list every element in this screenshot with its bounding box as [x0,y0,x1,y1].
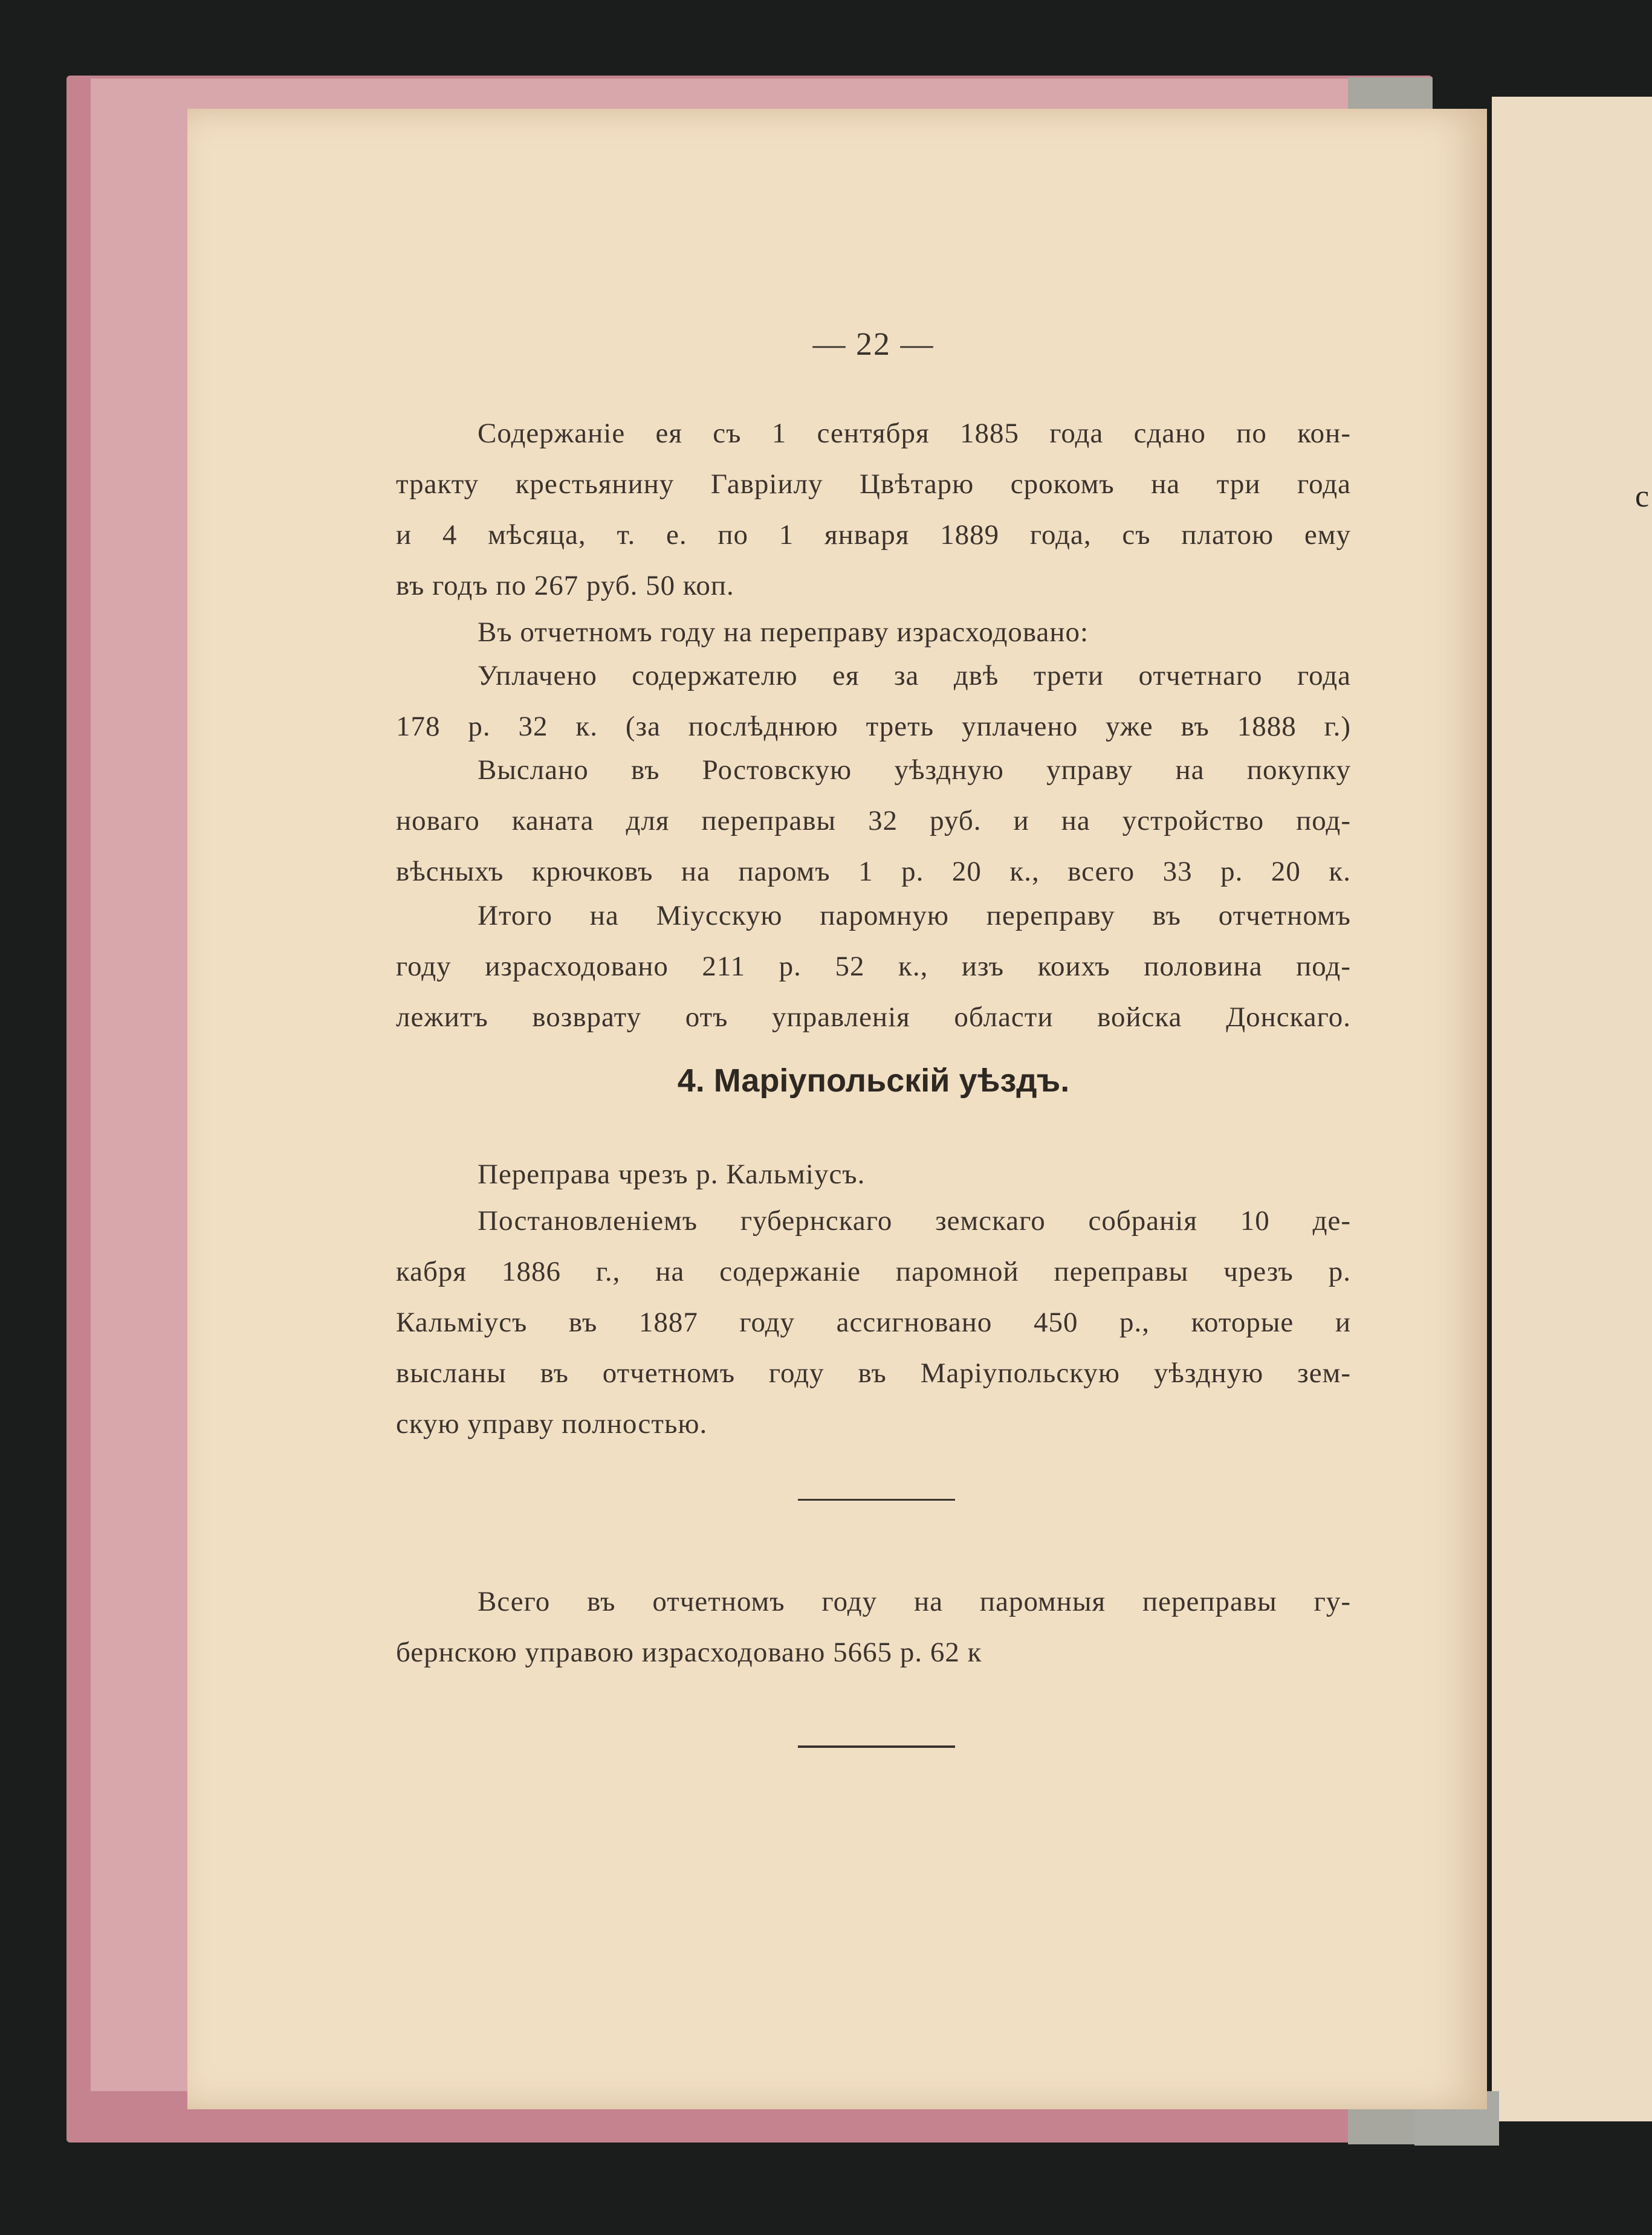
paragraph-sent [396,745,1351,897]
text-line: кабря 1886 г., на содержаніе паромной переправы чрезъ р. [396,1256,1351,1287]
text-line: лежитъ возврату отъ управленія области войска Донскаго. [396,1001,1351,1033]
text-line: въ годъ по 267 руб. 50 коп. [396,570,734,601]
paragraph-paid [396,650,1351,752]
divider-rule [798,1499,955,1501]
next-page-fragment: с [1635,479,1650,514]
text-line: бернскою управою израсходовано 5665 р. 62 к [396,1637,982,1668]
text-line: Уплачено содержателю ея за двѣ трети отчетнаго года [478,660,1351,691]
paragraph-contract [396,408,1351,611]
text-line: тракту крестьянину Гавріилу Цвѣтарю срокомъ на три года [396,468,1351,500]
next-page-edge [1492,97,1652,2121]
text-line: Переправа чрезъ р. Кальміусъ. [478,1159,866,1190]
paragraph-crossing-title [396,1149,1351,1200]
page-number: — 22 — [812,326,935,362]
text-line: году израсходовано 211 р. 52 к., изъ коихъ половина под- [396,951,1351,982]
paragraph-resolution [396,1195,1351,1449]
text-line: Въ отчетномъ году на переправу израсходовано: [478,616,1089,648]
text-line: Кальміусъ въ 1887 году ассигновано 450 р., которые и [396,1307,1351,1338]
paragraph-summary [396,1576,1351,1678]
closing-rule [798,1745,955,1748]
text-line: и 4 мѣсяца, т. е. по 1 января 1889 года, съ платою ему [396,519,1351,551]
section-heading: 4. Маріупольскій уѣздъ. [677,1063,1070,1099]
text-line: скую управу полностью. [396,1408,708,1440]
text-line: новаго каната для переправы 32 руб. и на устройство под- [396,805,1351,836]
text-line: Постановленіемъ губернскаго земскаго собранія 10 де- [478,1205,1351,1237]
paragraph-total-miusskaya [396,890,1351,1043]
text-line: Содержаніе ея съ 1 сентября 1885 года сдано по кон- [478,418,1351,449]
text-line: Всего въ отчетномъ году на паромныя переправы гу- [478,1586,1351,1617]
text-line: высланы въ отчетномъ году въ Маріупольскую уѣздную зем- [396,1357,1351,1389]
text-line: Итого на Міусскую паромную переправу въ отчетномъ [478,900,1351,931]
text-line: Выслано въ Ростовскую уѣздную управу на покупку [478,754,1351,786]
text-line: вѣсныхъ крючковъ на паромъ 1 р. 20 к., всего 33 р. 20 к. [396,856,1351,887]
text-line: 178 р. 32 к. (за послѣднюю треть уплачено уже въ 1888 г.) [396,711,1351,742]
